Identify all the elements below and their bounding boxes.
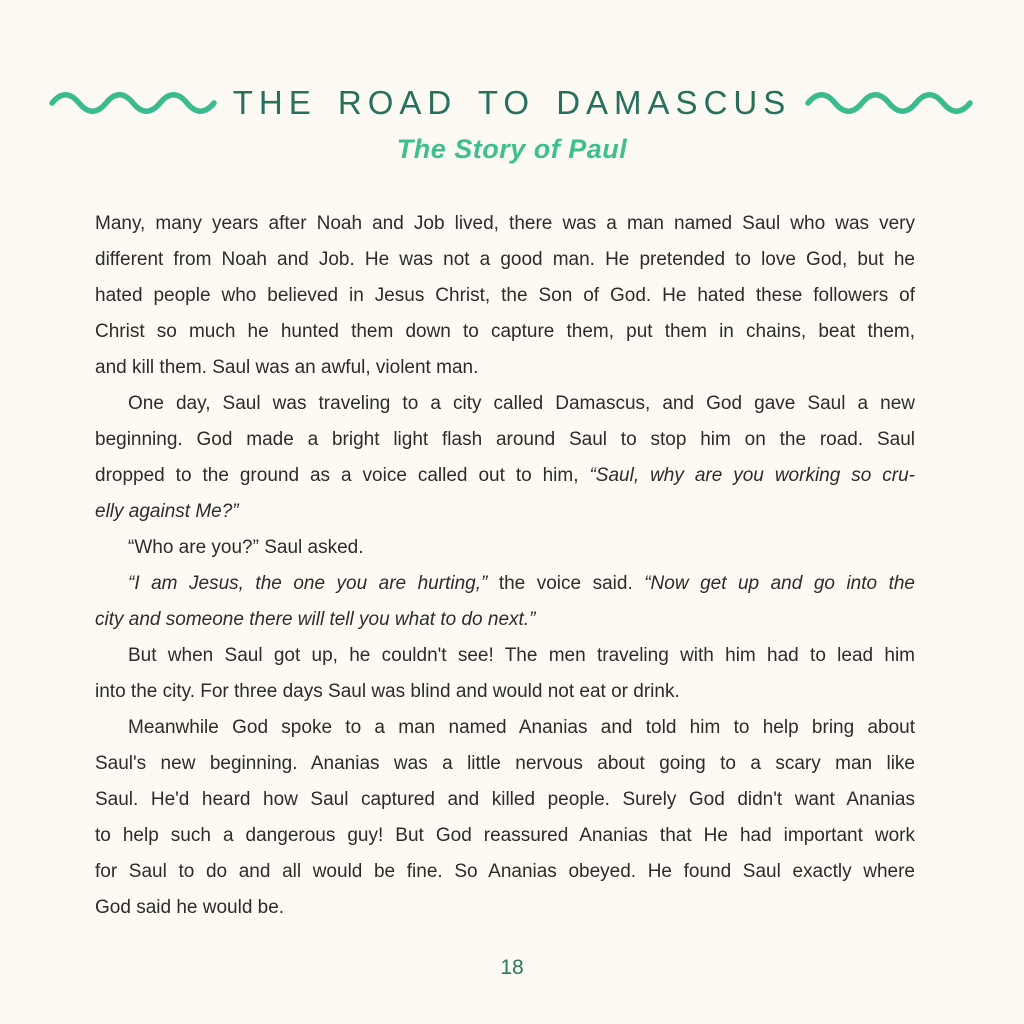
text-line [95,530,915,566]
chapter-subtitle: The Story of Paul [396,134,628,164]
narrative-text: “Who are you?” Saul asked. [128,537,364,558]
narrative-text: Saul. He'd heard how Saul captured and killed people. Surely God didn't want Ananias [95,789,915,810]
page-number: 18 [500,956,524,979]
narrative-text: Meanwhile God spoke to a man named Ananias and told him to help bring about [128,717,915,738]
text-line [95,206,915,242]
text-line [95,566,915,602]
text-line [95,602,915,638]
text-line [95,638,915,674]
narrative-text: and kill them. Saul was an awful, violent man. [95,357,479,378]
wave-squiggle-right-icon [805,90,975,116]
dialogue-text: city and someone there will tell you what to do next.” [95,609,536,630]
dialogue-text: “Now get up and go into the [644,573,915,594]
narrative-text: into the city. For three days Saul was blind and would not eat or drink. [95,681,680,702]
narrative-text: to help such a dangerous guy! But God reassured Ananias that He had important work [95,825,915,846]
narrative-text: One day, Saul was traveling to a city called Damascus, and God gave Saul a new [128,393,915,414]
text-line [95,242,915,278]
chapter-header [0,84,1024,122]
text-line [95,278,915,314]
narrative-text: God said he would be. [95,897,285,918]
narrative-text: the voice said. [487,573,645,594]
text-line [95,710,915,746]
narrative-text: beginning. God made a bright light flash around Saul to stop him on the road. Saul [95,429,915,450]
text-line [95,674,915,710]
text-line [95,890,915,926]
narrative-text: Christ so much he hunted them down to capture them, put them in chains, beat them, [95,321,915,342]
wave-squiggle-left-icon [49,90,219,116]
text-line [95,494,915,530]
dialogue-text: “Saul, why are you working so cru- [589,465,915,486]
body-text [95,206,915,926]
dialogue-text: elly against Me?” [95,501,239,522]
text-line [95,314,915,350]
narrative-text: different from Noah and Job. He was not a good man. He pretended to love God, but he [95,249,915,270]
dialogue-text: “I am Jesus, the one you are hurting,” [128,573,488,594]
narrative-text: Many, many years after Noah and Job lived, there was a man named Saul who was very [95,213,915,234]
narrative-text: dropped to the ground as a voice called out to him, [95,465,590,486]
narrative-text: hated people who believed in Jesus Christ, the Son of God. He hated these followers of [95,285,915,306]
narrative-text: for Saul to do and all would be fine. So Ananias obeyed. He found Saul exactly where [95,861,915,882]
text-line [95,746,915,782]
text-line [95,458,915,494]
narrative-text: But when Saul got up, he couldn't see! The men traveling with him had to lead him [128,645,915,666]
text-line [95,854,915,890]
text-line [95,422,915,458]
text-line [95,782,915,818]
narrative-text: Saul's new beginning. Ananias was a little nervous about going to a scary man like [95,753,915,774]
text-line [95,386,915,422]
text-line [95,350,915,386]
text-line [95,818,915,854]
chapter-title: THE ROAD TO DAMASCUS [232,84,792,121]
